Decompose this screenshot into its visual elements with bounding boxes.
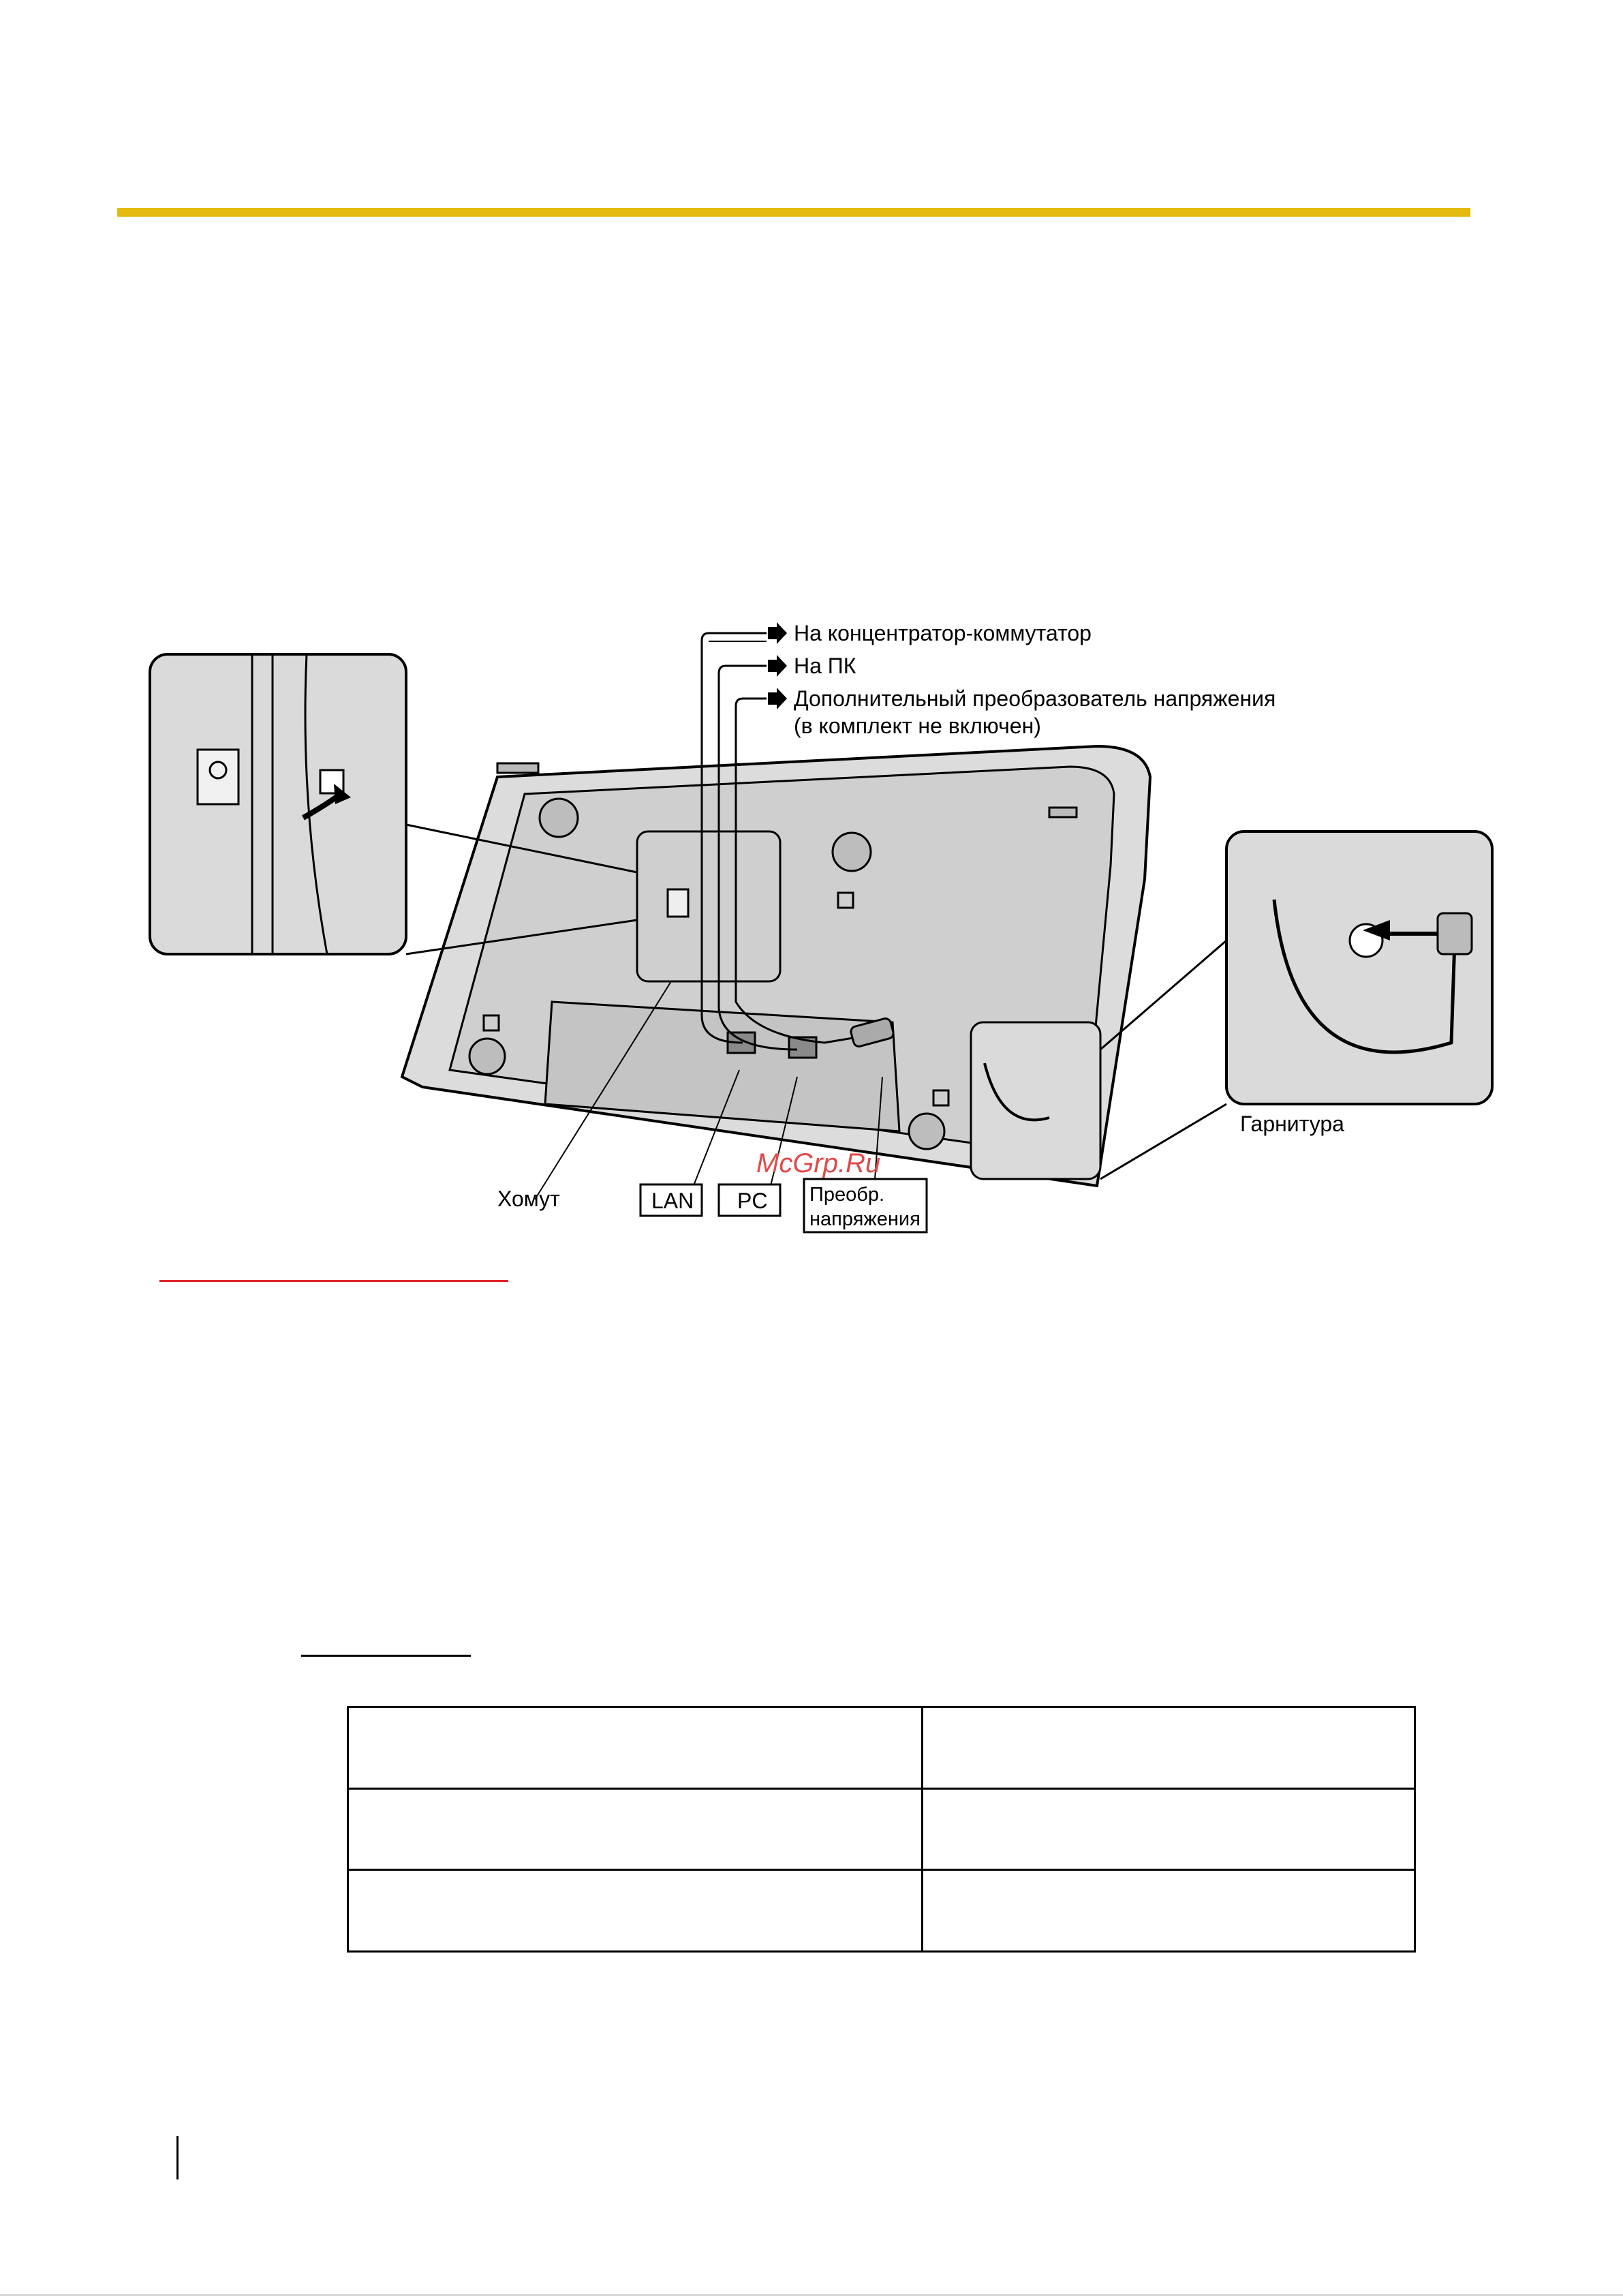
callout-adapter xyxy=(768,686,1276,738)
label-adapter-port-2: напряжения xyxy=(809,1208,921,1230)
label-pc-port: PC xyxy=(737,1189,768,1213)
svg-text:На ПК: На ПК xyxy=(794,654,856,678)
svg-text:На концентратор-коммутатор: На концентратор-коммутатор xyxy=(794,621,1092,645)
label-adapter-port-1: Преобр. xyxy=(809,1184,885,1206)
table-cell xyxy=(923,1788,1415,1870)
table-row xyxy=(348,1870,1415,1952)
svg-text:(в комплект не включен): (в комплект не включен) xyxy=(794,714,1041,738)
table-cell xyxy=(348,1707,923,1789)
callout-pc xyxy=(768,654,856,678)
watermark: McGrp.Ru xyxy=(756,1148,881,1178)
label-lan: LAN xyxy=(651,1189,694,1213)
label-clamp: Хомут xyxy=(497,1187,560,1211)
table-row xyxy=(348,1788,1415,1870)
table-cell xyxy=(348,1870,923,1952)
header-rule xyxy=(117,208,1470,217)
callout-hub xyxy=(768,621,1092,645)
link-underline xyxy=(159,1280,508,1282)
margin-bar xyxy=(176,2136,179,2179)
spec-table xyxy=(347,1706,1416,1953)
section-rule xyxy=(301,1655,471,1657)
label-headset: Гарнитура xyxy=(1240,1112,1344,1136)
svg-text:Дополнительный преобразователь: Дополнительный преобразователь напряжения xyxy=(794,686,1276,711)
table-row xyxy=(348,1707,1415,1789)
table-cell xyxy=(923,1870,1415,1952)
table-cell xyxy=(923,1707,1415,1789)
table-cell xyxy=(348,1788,923,1870)
cable-connection-diagram xyxy=(143,600,1499,1234)
